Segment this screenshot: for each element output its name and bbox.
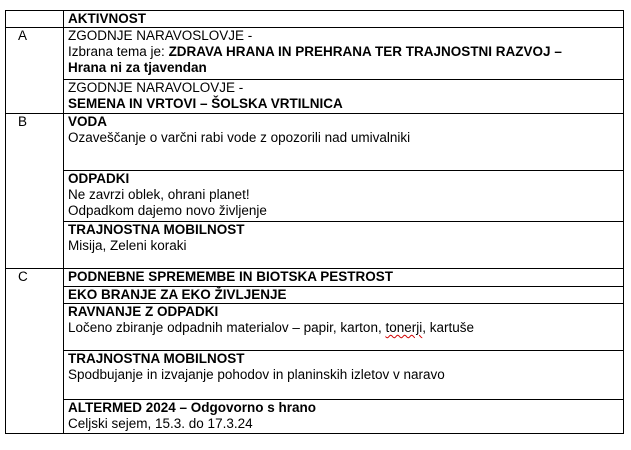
c2-title: EKO BRANJE ZA EKO ŽIVLJENJE	[68, 287, 287, 302]
section-letter-c: C	[6, 269, 64, 434]
c3-text-before: Ločeno zbiranje odpadnih materialov – papir, karton,	[68, 320, 386, 335]
a1-line3: Hrana ni za tjavendan	[68, 60, 207, 75]
cell-c-3	[64, 304, 624, 351]
cell-b-1	[64, 114, 624, 171]
row-c-5	[6, 400, 624, 434]
cell-c-4	[64, 351, 624, 400]
b2-line2: Odpadkom dajemo novo življenje	[68, 203, 267, 218]
header-cell	[64, 11, 624, 28]
header-empty-cell	[6, 11, 64, 28]
cell-a-2	[64, 80, 624, 114]
b1-text: Ozaveščanje o varčni rabi vode z opozorili nad umivalniki	[68, 130, 411, 145]
b3-title: TRAJNOSTNA MOBILNOST	[68, 222, 245, 237]
row-b-3	[6, 222, 624, 269]
b1-title: VODA	[68, 114, 108, 129]
header-row	[6, 11, 624, 28]
activity-table	[5, 10, 624, 434]
row-c-4	[6, 351, 624, 400]
a2-line1: ZGODNJE NARAVOLOVJE -	[68, 80, 244, 95]
cell-a-1	[64, 28, 624, 80]
a1-prefix: Izbrana tema je:	[68, 44, 169, 59]
header-title: AKTIVNOST	[68, 11, 147, 26]
c3-title: RAVNANJE Z ODPADKI	[68, 304, 219, 319]
a1-line2	[68, 44, 619, 60]
row-c-1	[6, 269, 624, 287]
row-c-2	[6, 287, 624, 304]
c4-title: TRAJNOSTNA MOBILNOST	[68, 351, 245, 366]
cell-c-1	[64, 269, 624, 287]
b2-line1: Ne zavrzi oblek, ohrani planet!	[68, 187, 250, 202]
cell-c-5	[64, 400, 624, 434]
cell-c-2	[64, 287, 624, 304]
a1-topic: ZDRAVA HRANA IN PREHRANA TER TRAJNOSTNI RAZVOJ –	[168, 44, 562, 59]
row-a-1	[6, 28, 624, 80]
section-letter-a: A	[6, 28, 64, 114]
b3-text: Misija, Zeleni koraki	[68, 238, 187, 253]
a1-line1: ZGODNJE NARAVOSLOVJE -	[68, 28, 253, 43]
row-c-3	[6, 304, 624, 351]
c3-text-after: , kartuše	[422, 320, 475, 335]
c5-title: ALTERMED 2024 – Odgovorno s hrano	[68, 400, 317, 415]
b2-title: ODPADKI	[68, 171, 130, 186]
c1-title: PODNEBNE SPREMEMBE IN BIOTSKA PESTROST	[68, 269, 394, 284]
row-b-2	[6, 171, 624, 222]
section-letter-b: B	[6, 114, 64, 269]
row-a-2	[6, 80, 624, 114]
cell-b-2	[64, 171, 624, 222]
cell-b-3	[64, 222, 624, 269]
spellcheck-flagged-word: tonerji	[385, 320, 423, 335]
row-b-1	[6, 114, 624, 171]
a2-line2: SEMENA IN VRTOVI – ŠOLSKA VRTILNICA	[68, 96, 343, 111]
c4-text: Spodbujanje in izvajanje pohodov in planinskih izletov v naravo	[68, 367, 445, 382]
c5-text: Celjski sejem, 15.3. do 17.3.24	[68, 416, 253, 431]
c3-text	[68, 320, 619, 336]
